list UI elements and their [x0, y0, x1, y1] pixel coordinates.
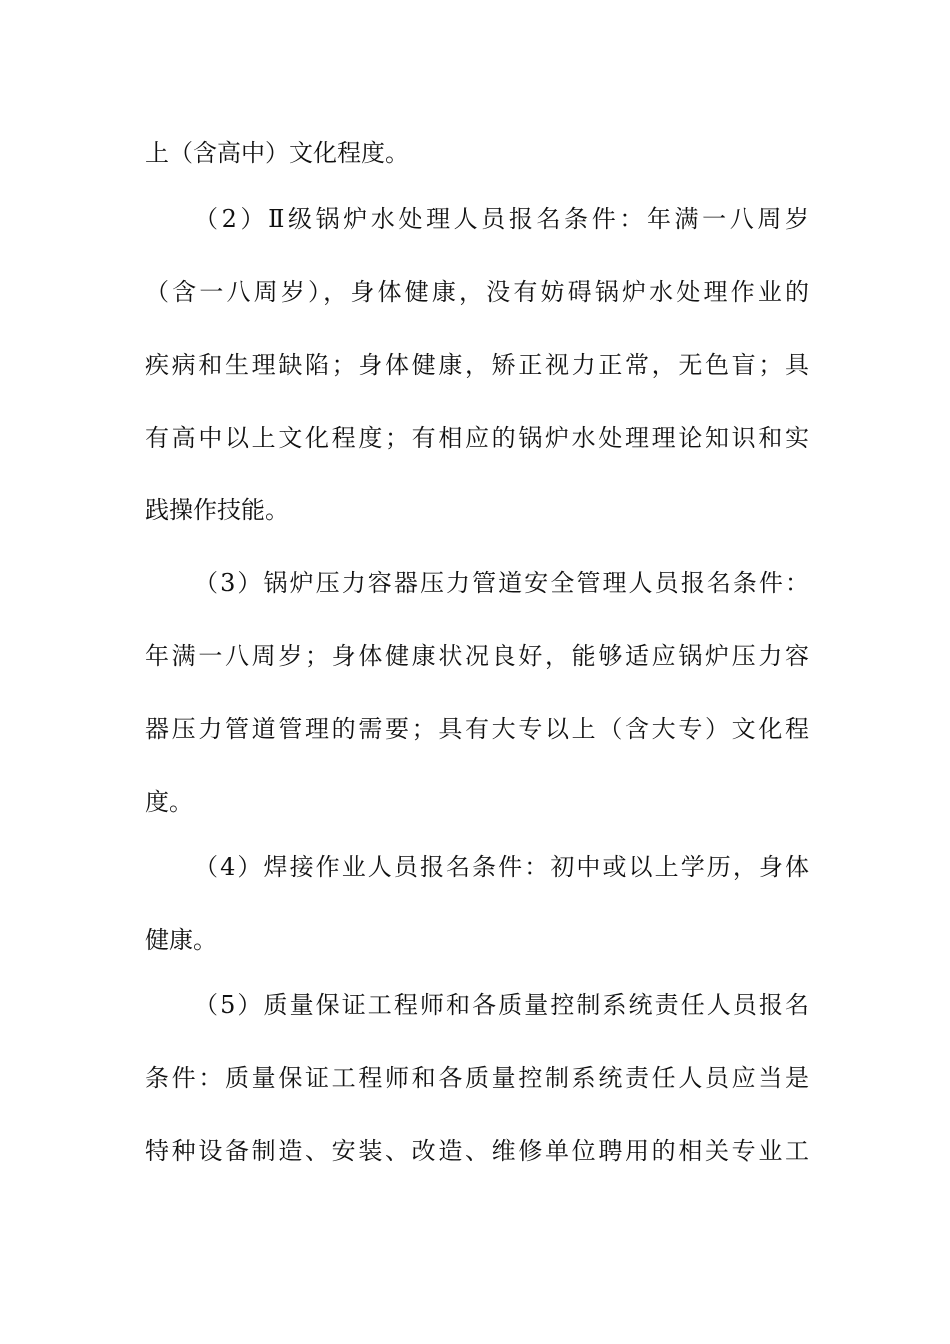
text-line-7: （3）锅炉压力容器压力管道安全管理人员报名条件：	[194, 569, 809, 597]
text-line-8: 年满一八周岁；身体健康状况良好，能够适应锅炉压力容	[145, 642, 809, 670]
text-line-1: 上（含高中）文化程度。	[145, 139, 409, 167]
text-line-12: 健康。	[145, 926, 217, 954]
text-line-11: （4）焊接作业人员报名条件：初中或以上学历，身体	[194, 853, 809, 881]
text-line-5: 有高中以上文化程度；有相应的锅炉水处理理论知识和实	[145, 424, 809, 452]
text-line-10: 度。	[145, 788, 193, 816]
text-line-2: （2）Ⅱ级锅炉水处理人员报名条件：年满一八周岁	[194, 205, 809, 233]
text-line-6: 践操作技能。	[145, 496, 289, 524]
text-line-15: 特种设备制造、安装、改造、维修单位聘用的相关专业工	[145, 1137, 809, 1165]
text-line-9: 器压力管道管理的需要；具有大专以上（含大专）文化程	[145, 715, 809, 743]
text-line-3: （含一八周岁），身体健康，没有妨碍锅炉水处理作业的	[145, 278, 809, 306]
text-line-14: 条件：质量保证工程师和各质量控制系统责任人员应当是	[145, 1064, 809, 1092]
text-line-13: （5）质量保证工程师和各质量控制系统责任人员报名	[194, 991, 809, 1019]
text-line-4: 疾病和生理缺陷；身体健康，矫正视力正常，无色盲；具	[145, 351, 809, 379]
